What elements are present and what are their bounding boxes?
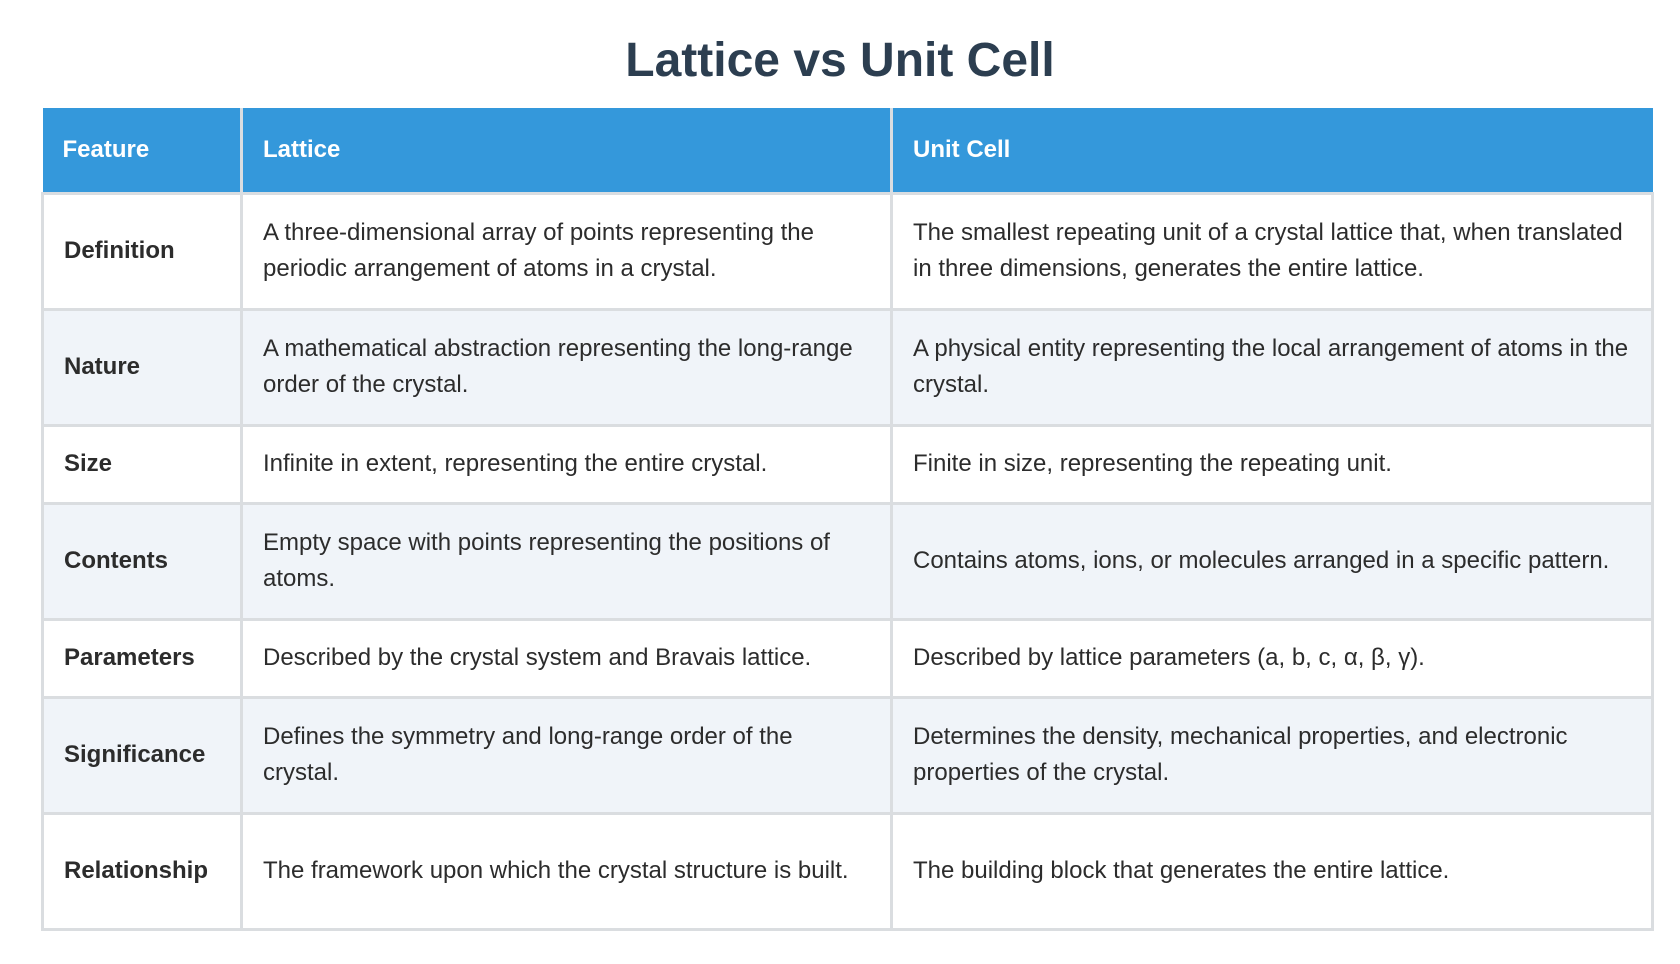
table-row: [43, 697, 1653, 813]
row-lattice-cell: Empty space with points representing the positions of atoms.: [242, 503, 892, 619]
row-unit-cell-cell: Contains atoms, ions, or molecules arranged in a specific pattern.: [892, 503, 1653, 619]
row-feature-cell: Contents: [43, 503, 242, 619]
table-row: [43, 425, 1653, 503]
row-lattice-cell: Defines the symmetry and long-range order of the crystal.: [242, 697, 892, 813]
page-title: Lattice vs Unit Cell: [625, 34, 1055, 87]
row-lattice-cell: A three-dimensional array of points representing the periodic arrangement of atoms in a crystal.: [242, 193, 892, 309]
comparison-table: [41, 108, 1654, 931]
row-lattice-cell: Described by the crystal system and Bravais lattice.: [242, 619, 892, 697]
row-lattice-cell: Infinite in extent, representing the entire crystal.: [242, 425, 892, 503]
table-header-row: [43, 108, 1653, 193]
header-lattice: Lattice: [242, 108, 892, 193]
table-row: [43, 503, 1653, 619]
row-unit-cell-cell: Determines the density, mechanical properties, and electronic properties of the crystal.: [892, 697, 1653, 813]
row-unit-cell-cell: Finite in size, representing the repeating unit.: [892, 425, 1653, 503]
row-unit-cell-cell: The building block that generates the entire lattice.: [892, 813, 1653, 929]
table-row: [43, 309, 1653, 425]
row-unit-cell-cell: The smallest repeating unit of a crystal lattice that, when translated in three dimensions, generates the entire lattice.: [892, 193, 1653, 309]
row-feature-cell: Size: [43, 425, 242, 503]
table-row: [43, 619, 1653, 697]
row-lattice-cell: A mathematical abstraction representing the long-range order of the crystal.: [242, 309, 892, 425]
row-feature-cell: Parameters: [43, 619, 242, 697]
row-feature-cell: Significance: [43, 697, 242, 813]
row-feature-cell: Nature: [43, 309, 242, 425]
row-unit-cell-cell: A physical entity representing the local arrangement of atoms in the crystal.: [892, 309, 1653, 425]
row-feature-cell: Definition: [43, 193, 242, 309]
header-unit-cell: Unit Cell: [892, 108, 1653, 193]
table-row: [43, 193, 1653, 309]
row-lattice-cell: The framework upon which the crystal structure is built.: [242, 813, 892, 929]
row-feature-cell: Relationship: [43, 813, 242, 929]
header-feature: Feature: [43, 108, 242, 193]
table-row: [43, 813, 1653, 929]
row-unit-cell-cell: Described by lattice parameters (a, b, c, α, β, γ).: [892, 619, 1653, 697]
